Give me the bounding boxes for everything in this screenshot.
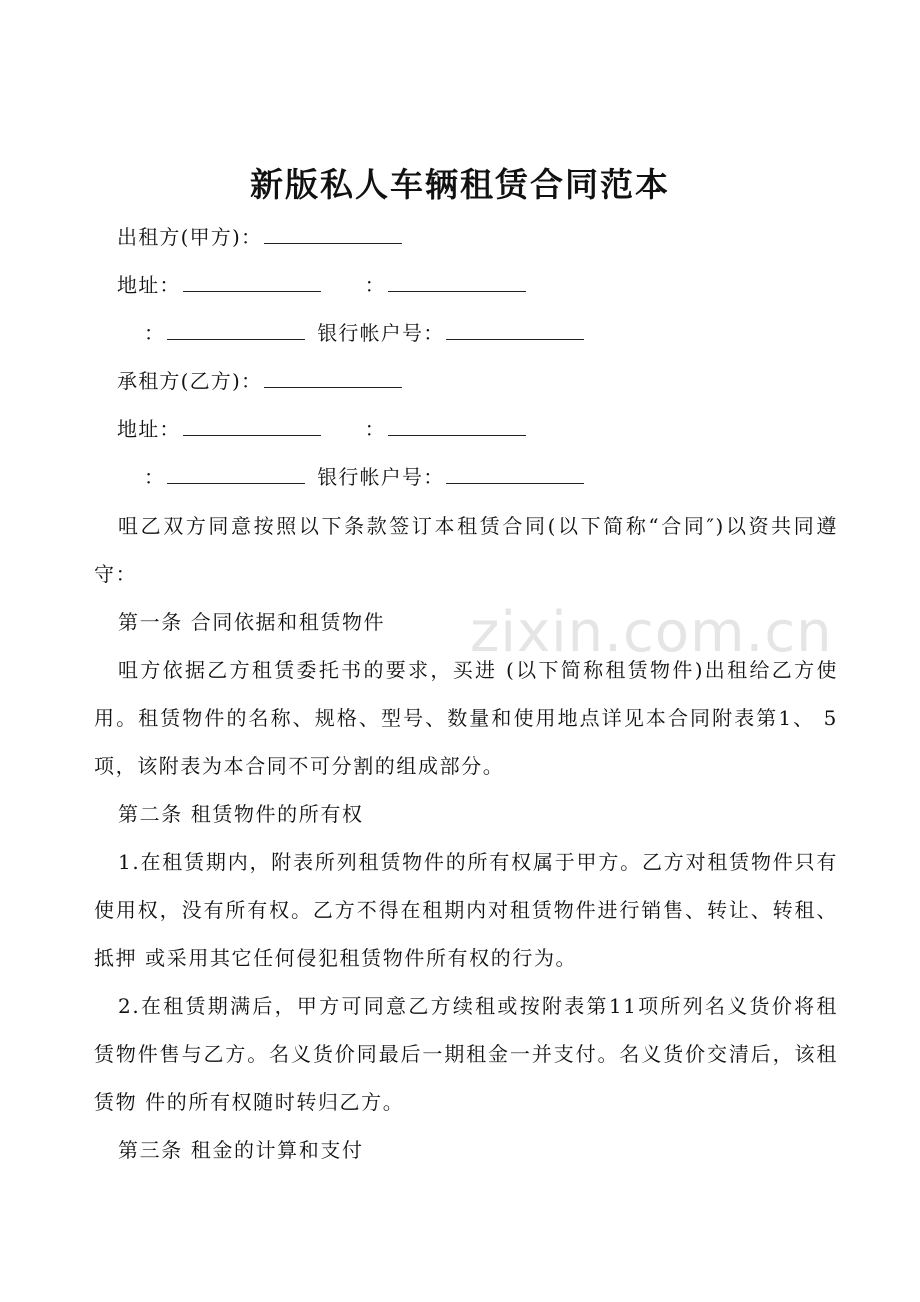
- article-2-heading: 第二条 租赁物件的所有权: [118, 802, 364, 826]
- party-b-field-blank[interactable]: [388, 417, 526, 436]
- party-b-bank-blank[interactable]: [446, 465, 584, 484]
- party-a-colon: ：: [364, 273, 386, 297]
- party-b-bank-label: 银行帐户号：: [317, 465, 445, 489]
- party-b-line: [117, 366, 402, 396]
- party-b-field2-blank[interactable]: [167, 465, 305, 484]
- party-a-line: [117, 222, 402, 252]
- party-a-name-blank[interactable]: [264, 225, 402, 244]
- party-b-address-line: [117, 414, 526, 444]
- party-a-label: 出租方(甲方)：: [117, 225, 263, 249]
- party-b-colon-2: ：: [144, 465, 166, 489]
- party-b-bank-line: [144, 462, 584, 492]
- article-1-heading: 第一条 合同依据和租赁物件: [118, 610, 386, 634]
- article-2-clause-2: 2.在租赁期满后，甲方可同意乙方续租或按附表第11项所列名义货价将租赁物件售与乙方。名义货价同最后一期租金一并支付。名义货价交清后，该租赁物 件的所有权随时转归乙方。: [94, 994, 838, 1114]
- party-a-address-line: [117, 270, 526, 300]
- party-a-address-label: 地址：: [117, 273, 181, 297]
- article-1-body: 咀方依据乙方租赁委托书的要求，买进 (以下简称租赁物件)出租给乙方使用。租赁物件的名称、规格、型号、数量和使用地点详见本合同附表第1、 5项，该附表为本合同不可分割的组成部分。: [94, 658, 838, 778]
- party-b-colon: ：: [364, 417, 386, 441]
- party-a-bank-label: 银行帐户号：: [317, 321, 445, 345]
- party-a-bank-blank[interactable]: [446, 321, 584, 340]
- watermark: zixin.com.cn: [470, 600, 833, 665]
- document-title: 新版私人车辆租赁合同范本: [250, 165, 670, 204]
- party-b-address-blank[interactable]: [183, 417, 321, 436]
- party-b-name-blank[interactable]: [264, 369, 402, 388]
- intro-paragraph: 咀乙双方同意按照以下条款签订本租赁合同(以下简称“合同″)以资共同遵守：: [94, 514, 838, 586]
- party-a-field-blank[interactable]: [388, 273, 526, 292]
- party-a-colon-2: ：: [144, 321, 166, 345]
- party-a-address-blank[interactable]: [183, 273, 321, 292]
- party-b-label: 承租方(乙方)：: [117, 369, 263, 393]
- article-3-heading: 第三条 租金的计算和支付: [118, 1138, 364, 1162]
- party-a-field2-blank[interactable]: [167, 321, 305, 340]
- article-2-clause-1: 1.在租赁期内，附表所列租赁物件的所有权属于甲方。乙方对租赁物件只有使用权，没有所有权。乙方不得在租期内对租赁物件进行销售、转让、转租、抵押 或采用其它任何侵犯租赁物件所有权的行为。: [94, 850, 838, 970]
- party-a-bank-line: [144, 318, 584, 348]
- party-b-address-label: 地址：: [117, 417, 181, 441]
